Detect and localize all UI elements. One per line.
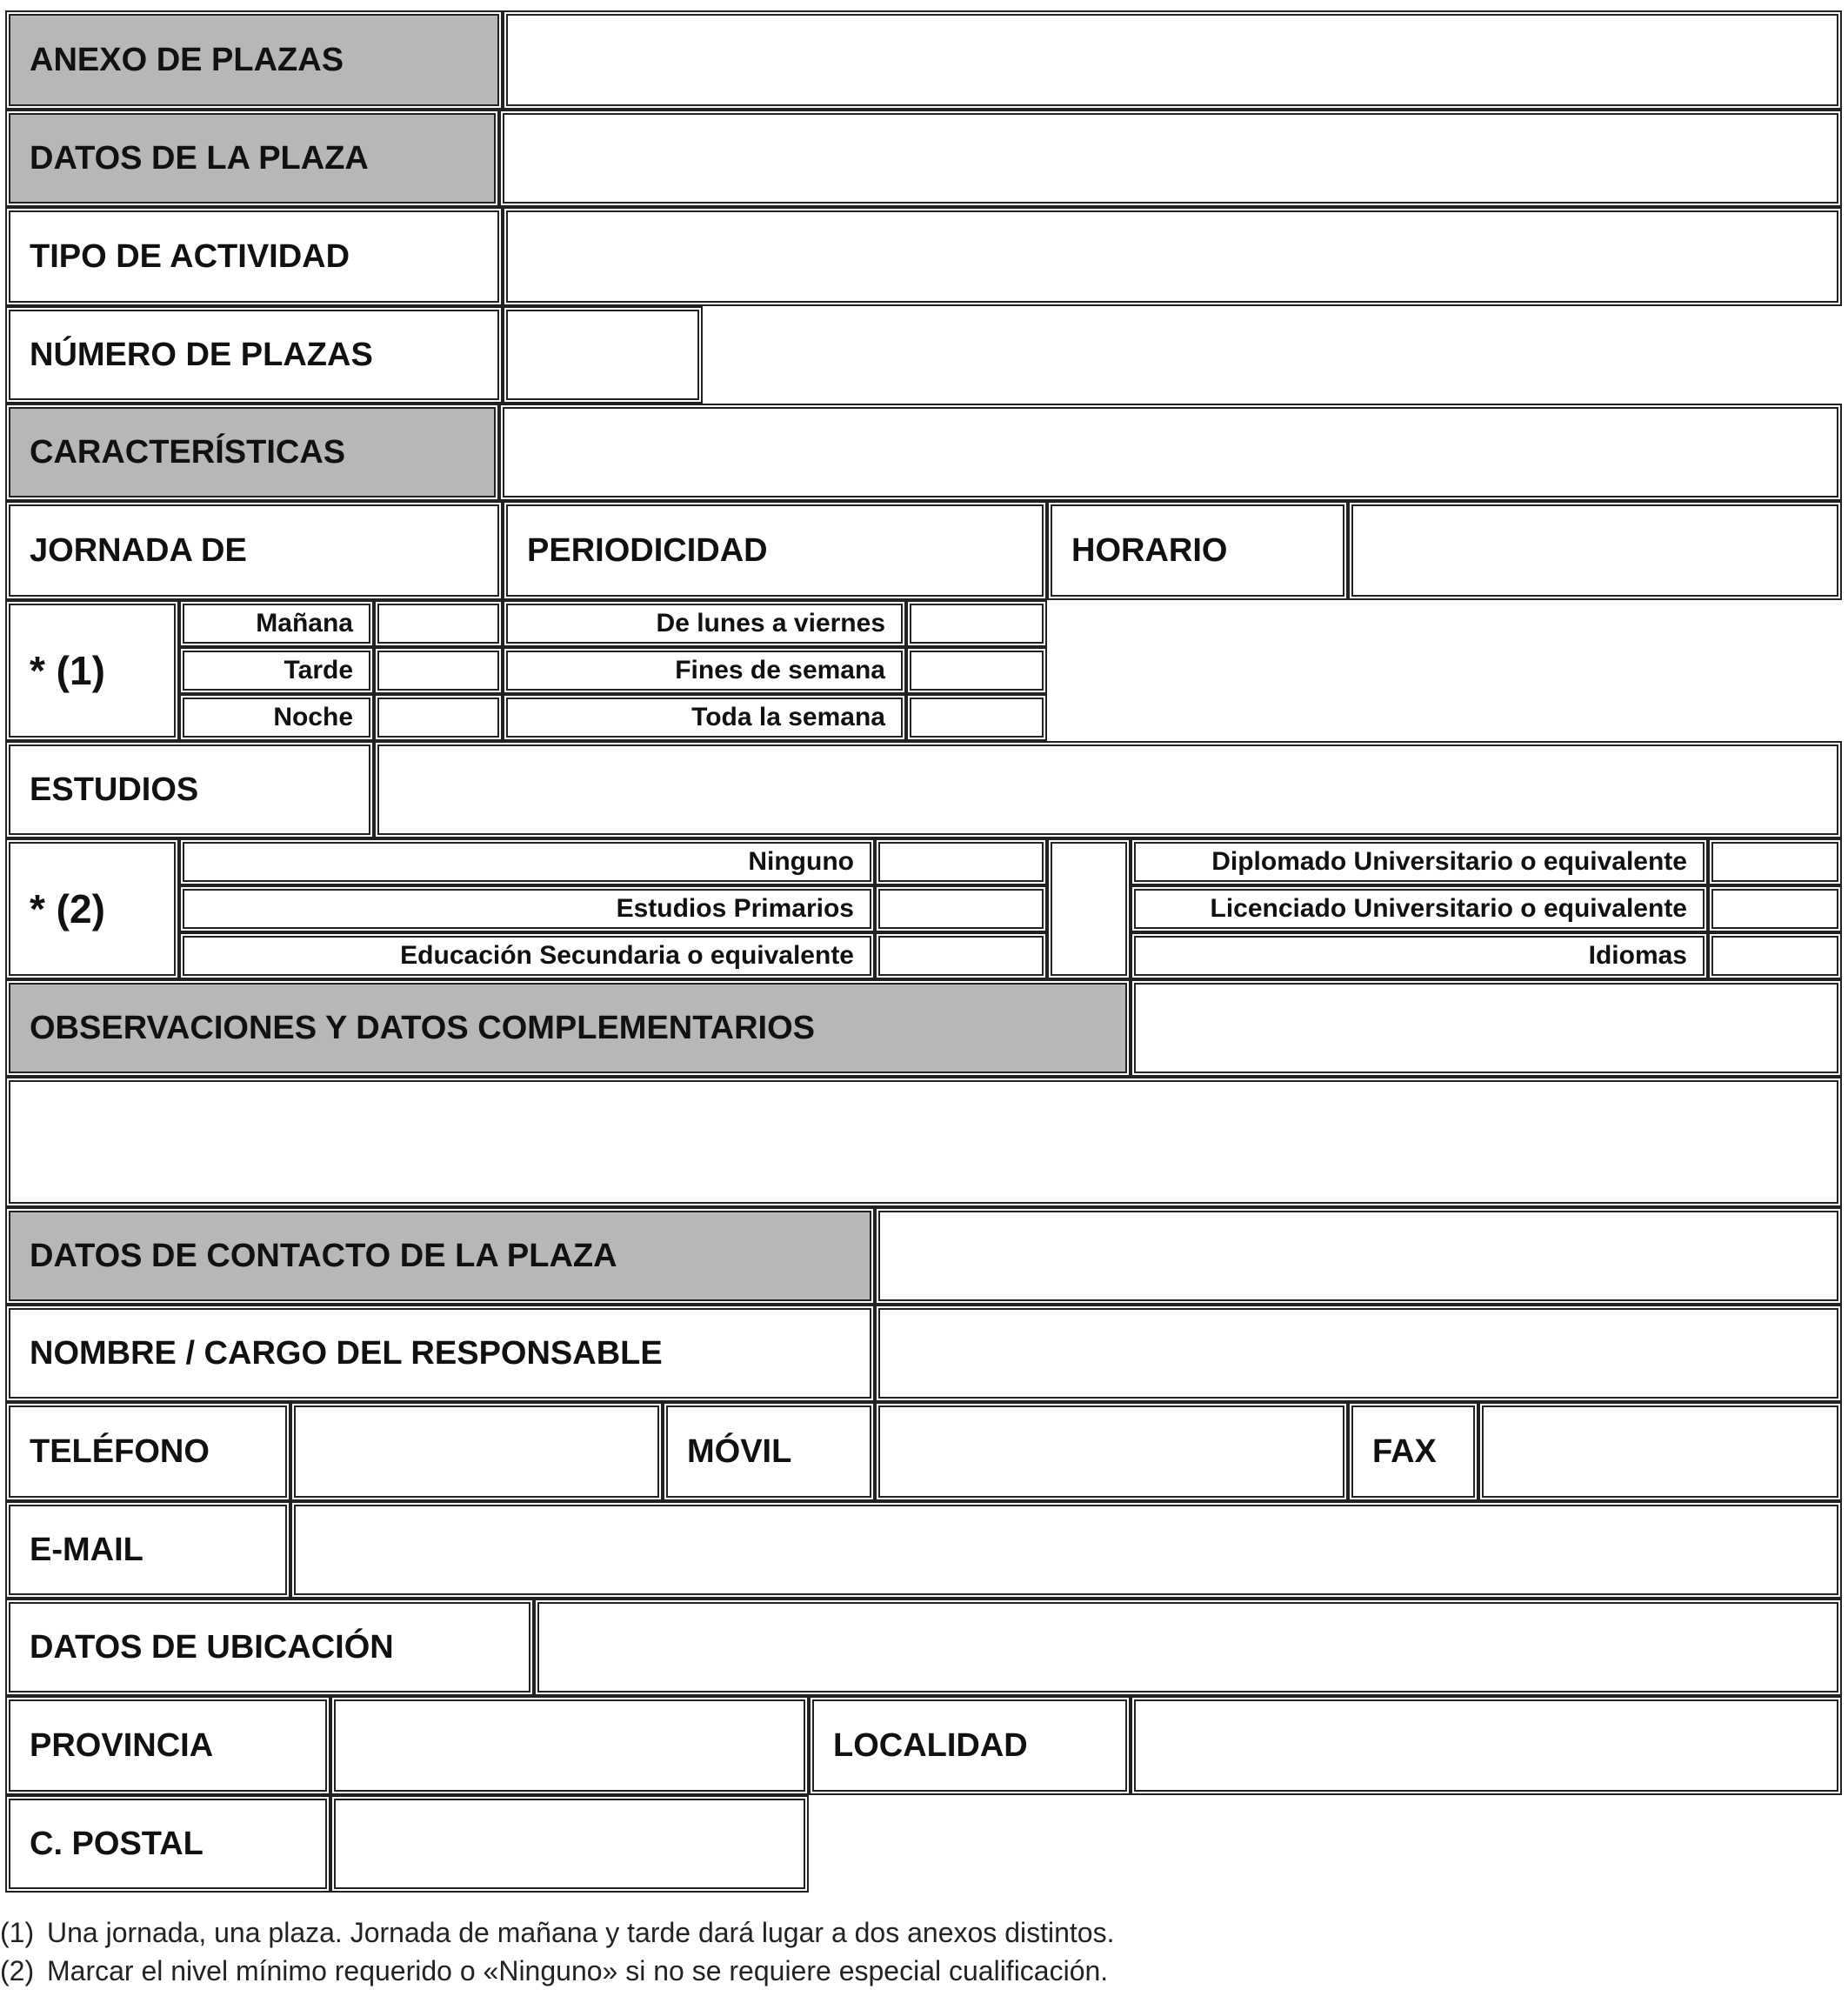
periodicidad-option-toda-semana-checkbox[interactable] (906, 694, 1047, 741)
numero-de-plazas-text: NÚMERO DE PLAZAS (30, 336, 373, 373)
jornada-option-tarde-label (179, 647, 374, 694)
datos-de-la-plaza-field[interactable] (499, 110, 1842, 207)
jornada-option-manana-text: Mañana (256, 609, 353, 638)
periodicidad-option-lunes-viernes-checkbox[interactable] (906, 600, 1047, 647)
footnote-1-text: Una jornada, una plaza. Jornada de mañana y tarde dará lugar a dos anexos distintos. (47, 1917, 1115, 1948)
caracteristicas-heading (5, 404, 499, 501)
provincia-field[interactable] (330, 1696, 809, 1795)
jornada-option-noche-checkbox[interactable] (374, 694, 503, 741)
estudios-option-idiomas-label (1131, 932, 1708, 979)
datos-ubicacion-text: DATOS DE UBICACIÓN (30, 1628, 394, 1666)
provincia-label (5, 1696, 330, 1795)
telefono-text: TELÉFONO (30, 1432, 210, 1470)
telefono-label (5, 1402, 290, 1501)
jornada-option-manana-label (179, 600, 374, 647)
footnote-1-number: (1) (0, 1917, 35, 1948)
footnote-1 (0, 1917, 1114, 1949)
jornada-option-tarde-checkbox[interactable] (374, 647, 503, 694)
localidad-label (809, 1696, 1131, 1795)
email-field[interactable] (290, 1501, 1842, 1599)
estudios-option-primarios-label (179, 885, 875, 932)
estudios-option-diplomado-text: Diplomado Universitario o equivalente (1211, 847, 1687, 876)
anexo-de-plazas-field[interactable] (503, 10, 1842, 110)
periodicidad-option-lunes-viernes-label (503, 600, 906, 647)
estudios-option-idiomas-checkbox[interactable] (1708, 932, 1842, 979)
datos-contacto-text: DATOS DE CONTACTO DE LA PLAZA (30, 1237, 617, 1274)
estudios-option-licenciado-text: Licenciado Universitario o equivalente (1210, 894, 1687, 923)
jornada-de-text: JORNADA DE (30, 531, 247, 569)
footnote-2-number: (2) (0, 1955, 35, 1986)
observaciones-side-field[interactable] (1131, 979, 1842, 1077)
periodicidad-option-lunes-viernes-text: De lunes a viernes (656, 609, 885, 638)
note-1-marker (5, 600, 179, 741)
periodicidad-option-fines-semana-checkbox[interactable] (906, 647, 1047, 694)
jornada-option-noche-text: Noche (273, 703, 353, 731)
estudios-option-secundaria-text: Educación Secundaria o equivalente (400, 941, 854, 970)
datos-contacto-field[interactable] (875, 1207, 1842, 1305)
nombre-cargo-label (5, 1305, 875, 1402)
estudios-option-licenciado-checkbox[interactable] (1708, 885, 1842, 932)
email-label (5, 1501, 290, 1599)
tipo-de-actividad-label (5, 207, 503, 306)
periodicidad-option-fines-semana-text: Fines de semana (675, 656, 885, 684)
jornada-option-tarde-text: Tarde (284, 656, 353, 684)
fax-field[interactable] (1478, 1402, 1842, 1501)
tipo-de-actividad-text: TIPO DE ACTIVIDAD (30, 237, 350, 275)
footnote-2-text: Marcar el nivel mínimo requerido o «Ninguno» si no se requiere especial cualificación. (47, 1955, 1109, 1986)
movil-field[interactable] (875, 1402, 1348, 1501)
anexo-de-plazas-text: ANEXO DE PLAZAS (30, 41, 344, 78)
caracteristicas-field[interactable] (499, 404, 1842, 501)
periodicidad-label (503, 501, 1047, 600)
localidad-text: LOCALIDAD (833, 1726, 1028, 1764)
nombre-cargo-field[interactable] (875, 1305, 1842, 1402)
movil-text: MÓVIL (687, 1432, 792, 1470)
observaciones-text-area[interactable] (5, 1077, 1842, 1207)
estudios-option-secundaria-checkbox[interactable] (875, 932, 1047, 979)
jornada-option-manana-checkbox[interactable] (374, 600, 503, 647)
provincia-text: PROVINCIA (30, 1726, 214, 1764)
horario-text: HORARIO (1071, 531, 1228, 569)
estudios-option-ninguno-checkbox[interactable] (875, 838, 1047, 885)
note-2-marker-text: * (2) (30, 886, 105, 931)
estudios-text: ESTUDIOS (30, 771, 199, 808)
estudios-spacer-cell (1047, 838, 1131, 979)
telefono-field[interactable] (290, 1402, 663, 1501)
jornada-option-noche-label (179, 694, 374, 741)
periodicidad-text: PERIODICIDAD (527, 531, 768, 569)
observaciones-text: OBSERVACIONES Y DATOS COMPLEMENTARIOS (30, 1009, 815, 1046)
estudios-label (5, 741, 374, 838)
datos-contacto-heading (5, 1207, 875, 1305)
fax-label (1348, 1402, 1478, 1501)
datos-de-la-plaza-text: DATOS DE LA PLAZA (30, 139, 369, 177)
periodicidad-option-fines-semana-label (503, 647, 906, 694)
note-1-marker-text: * (1) (30, 648, 105, 693)
note-2-marker (5, 838, 179, 979)
periodicidad-option-toda-semana-label (503, 694, 906, 741)
numero-de-plazas-label (5, 306, 503, 404)
estudios-option-licenciado-label (1131, 885, 1708, 932)
horario-label (1047, 501, 1348, 600)
observaciones-heading (5, 979, 1131, 1077)
jornada-de-label (5, 501, 503, 600)
localidad-field[interactable] (1131, 1696, 1842, 1795)
estudios-option-primarios-checkbox[interactable] (875, 885, 1047, 932)
fax-text: FAX (1372, 1432, 1437, 1470)
estudios-option-secundaria-label (179, 932, 875, 979)
periodicidad-option-toda-semana-text: Toda la semana (691, 703, 885, 731)
datos-de-la-plaza-heading (5, 110, 499, 207)
estudios-option-idiomas-text: Idiomas (1588, 941, 1687, 970)
estudios-option-diplomado-label (1131, 838, 1708, 885)
estudios-field[interactable] (374, 741, 1842, 838)
email-text: E-MAIL (30, 1531, 143, 1568)
estudios-option-diplomado-checkbox[interactable] (1708, 838, 1842, 885)
datos-ubicacion-label (5, 1599, 534, 1696)
footnote-2 (0, 1955, 1108, 1987)
caracteristicas-text: CARACTERÍSTICAS (30, 433, 346, 471)
c-postal-field[interactable] (330, 1795, 809, 1893)
estudios-option-ninguno-text: Ninguno (748, 847, 854, 876)
numero-de-plazas-field[interactable] (503, 306, 703, 404)
c-postal-text: C. POSTAL (30, 1825, 203, 1862)
movil-label (663, 1402, 875, 1501)
estudios-option-primarios-text: Estudios Primarios (616, 894, 854, 923)
horario-field[interactable] (1348, 501, 1842, 600)
datos-ubicacion-field[interactable] (534, 1599, 1842, 1696)
nombre-cargo-text: NOMBRE / CARGO DEL RESPONSABLE (30, 1334, 663, 1372)
tipo-de-actividad-field[interactable] (503, 207, 1842, 306)
estudios-option-ninguno-label (179, 838, 875, 885)
anexo-de-plazas-heading (5, 10, 503, 110)
c-postal-label (5, 1795, 330, 1893)
